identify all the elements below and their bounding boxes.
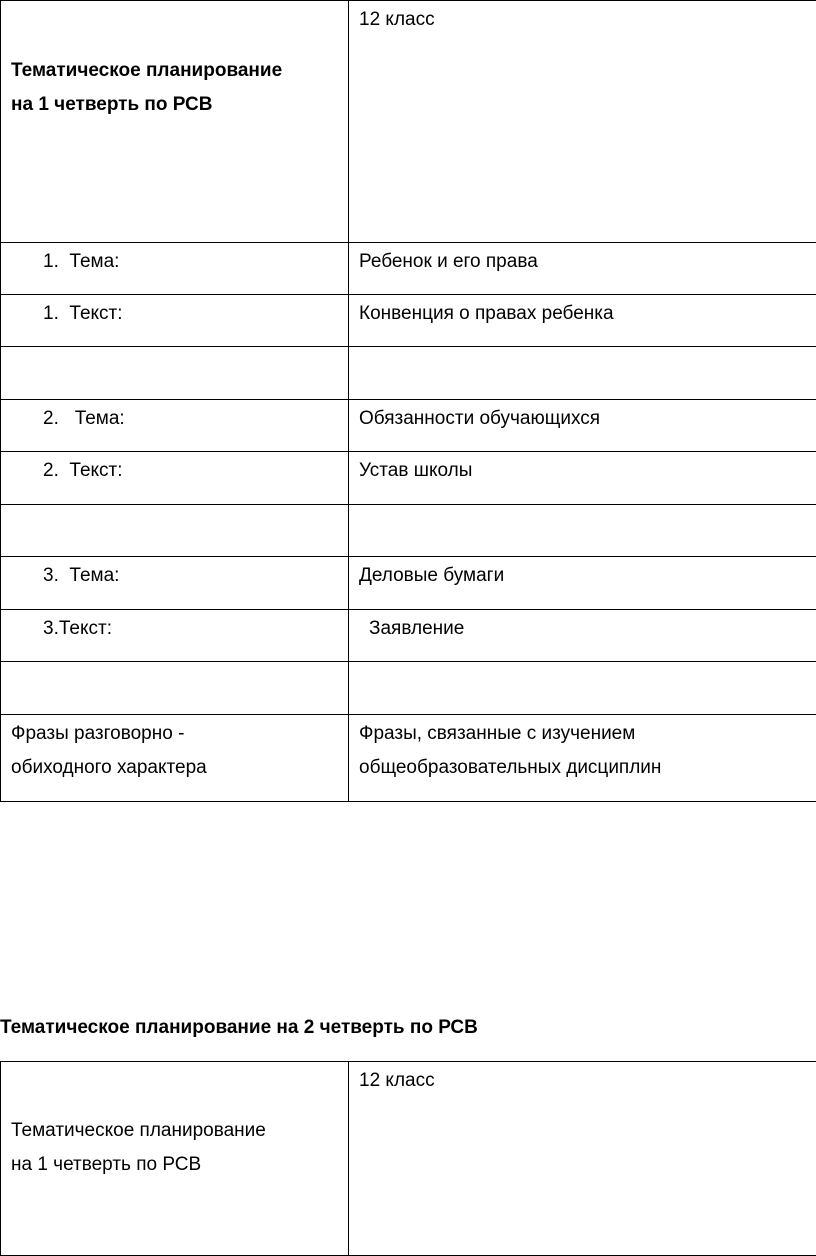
header-title-line2: на 1 четверть по РСВ — [11, 88, 338, 122]
header-title-line1: Тематическое планирование — [11, 54, 338, 88]
footer-right-line2: общеобразовательных дисциплин — [359, 751, 807, 785]
table-header-left-cell — [1, 1062, 349, 1256]
row-number: 2. — [43, 408, 59, 429]
row-number: 3. — [43, 565, 59, 586]
table-row — [1, 400, 816, 452]
table-header-right-cell — [349, 1, 816, 243]
row-number: 2. — [43, 460, 59, 481]
table-row — [1, 557, 816, 610]
row-label: Тема: — [69, 251, 119, 272]
table-footer-row — [1, 715, 816, 802]
row-label: Текст: — [59, 618, 112, 639]
row-value — [349, 505, 816, 507]
row-label: Текст: — [69, 460, 122, 481]
table-row-empty — [1, 505, 816, 557]
table-row — [1, 610, 816, 662]
row-label — [1, 347, 348, 349]
footer-left-line2: обиходного характера — [11, 751, 338, 785]
row-label: Текст: — [69, 303, 122, 324]
row-value — [349, 347, 816, 349]
footer-right-line1: Фразы, связанные с изучением — [359, 717, 807, 751]
table-row-empty — [1, 662, 816, 715]
class-label: 12 класс — [349, 1, 816, 37]
row-number: 1. — [43, 303, 59, 324]
row-value: Конвенция о правах ребенка — [349, 295, 816, 331]
row-value: Обязанности обучающихся — [349, 400, 816, 436]
row-value: Ребенок и его права — [349, 243, 816, 279]
section-heading-q2: Тематическое планирование на 2 четверть по РСВ — [0, 1013, 478, 1043]
row-label: Тема: — [69, 565, 119, 586]
footer-left-line1: Фразы разговорно - — [11, 717, 338, 751]
table-header-left-cell — [1, 1, 349, 243]
table-row — [1, 452, 816, 505]
plan-table-q2 — [0, 1061, 816, 1256]
header-title-line1: Тематическое планирование — [11, 1114, 338, 1148]
header-title-line2: на 1 четверть по РСВ — [11, 1148, 338, 1182]
table-header-right-cell — [349, 1062, 816, 1256]
row-value: Заявление — [349, 610, 816, 646]
row-value: Устав школы — [349, 452, 816, 488]
row-number: 3. — [43, 618, 59, 639]
row-label — [1, 662, 348, 664]
row-number: 1. — [43, 251, 59, 272]
table-row-empty — [1, 347, 816, 400]
row-value — [349, 662, 816, 664]
table-row — [1, 243, 816, 295]
row-label: Тема: — [69, 408, 124, 429]
class-label: 12 класс — [349, 1062, 816, 1098]
row-value: Деловые бумаги — [349, 557, 816, 593]
row-label — [1, 505, 348, 507]
table-row — [1, 295, 816, 347]
